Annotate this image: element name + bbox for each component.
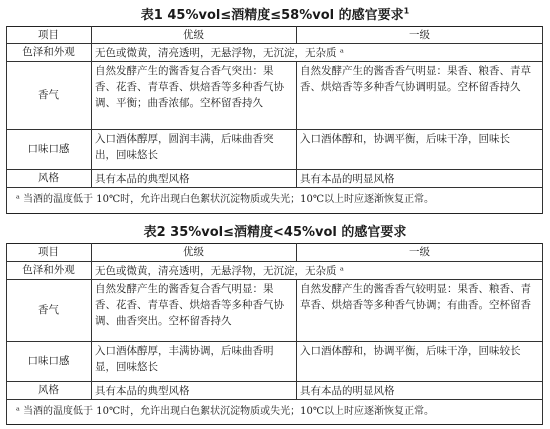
table2-row2-premium: 自然发酵产生的酱香复合香气明显：果香、花香、青草香、烘焙香等多种香气协调、曲香突出。空杯留香持久 [95,283,284,327]
table2-row2-item: 香气 [38,304,59,316]
table2-vrule [91,243,92,399]
table2-title: 表2 35%vol≤酒精度<45%vol 的感官要求 [143,225,407,240]
table-row [6,261,543,279]
table1-top-rule [6,26,543,27]
table2-row1-span: 无色或微黄，清亮透明，无悬浮物，无沉淀，无杂质 ᵃ [95,265,344,277]
table1-rule [6,61,543,62]
table2-row3-item: 口味口感 [27,355,70,367]
table2-vrule [6,243,7,425]
table1-title: 表1 45%vol≤酒精度≤58%vol 的感官要求$^1$ [140,6,410,23]
table1-vrule [296,61,297,187]
table1-header-item: 项目 [38,28,59,41]
table2-rule [6,381,543,382]
table2-rule [6,399,543,400]
table1-row4-first: 具有本品的明显风格 [300,173,395,185]
table1-row3-item: 口味口感 [27,143,70,155]
table1-vrule [542,26,543,214]
table2-row4-premium: 具有本品的典型风格 [95,385,190,397]
table1-vrule [6,187,7,214]
table2-footnote: ᵃ 当酒的温度低于 10℃时，允许出现白色絮状沉淀物质或失光；10℃以上时应逐渐恢复正常。 [16,406,435,417]
table1-rule [6,169,543,170]
table1-rule [6,187,543,188]
table1-row1-span: 无色或微黄，清亮透明，无悬浮物，无沉淀，无杂质 ᵃ [95,47,344,59]
table2-row4-first: 具有本品的明显风格 [300,385,395,397]
table1-row3-first: 入口酒体醇和，协调平衡，后味干净，回味长 [300,133,510,145]
table2-row3-first: 入口酒体醇和，协调平衡，后味干净，回味较长 [300,345,521,357]
table1-vrule [6,26,7,187]
table1-row1-item: 色泽和外观 [22,46,75,58]
table-row [6,43,543,61]
table2-rule [6,341,543,342]
table2-rule [6,279,543,280]
table1-row4-premium: 具有本品的典型风格 [95,173,190,185]
table-row [6,129,543,169]
table1-rule [6,43,543,44]
table2-vrule [542,243,543,425]
table2-row2-first: 自然发酵产生的酱香香气较明显：果香、粮香、青草香、烘焙香等多种香气协调；有曲香。空杯留香 [300,283,531,311]
table-row [6,61,543,129]
table2-header-first: 一级 [409,246,430,258]
table1-header-first: 一级 [409,28,430,41]
table1-row4-item: 风格 [38,172,59,184]
table1-header-row [6,26,543,43]
table1-vrule [296,26,297,43]
table1-row3-premium: 入口酒体醇厚，圆润丰满，后味曲香突出，回味悠长 [95,133,274,161]
table1-rule [6,129,543,130]
table1-row2-premium: 自然发酵产生的酱香复合香气突出：果香、花香、青草香、烘焙香等多种香气协调、平衡；曲香浓郁。空杯留香持久 [95,65,284,109]
table2-row3-premium: 入口酒体醇厚，丰满协调，后味曲香明显，回味悠长 [95,345,274,373]
table1-row2-item: 香气 [38,89,59,101]
table-row [6,169,543,187]
table2-header-item: 项目 [38,246,59,258]
table2-top-rule [6,243,543,244]
table2-header-row [6,243,543,261]
table2-rule [6,261,543,262]
table-row [6,341,543,381]
table-row [6,381,543,399]
table2-bottom-rule [6,424,543,425]
table2-vrule [296,279,297,399]
table1-vrule [91,26,92,187]
table2 [6,243,543,426]
table1 [6,26,543,214]
table1-bottom-rule [6,213,543,214]
table1-footnote: ᵃ 当酒的温度低于 10℃时，允许出现白色絮状沉淀物质或失光；10℃以上时应逐渐恢复正常。 [16,194,435,205]
table2-vrule [296,243,297,261]
table1-row2-first: 自然发酵产生的酱香香气明显：果香、粮香、青草香、烘焙香等多种香气协调明显。空杯留香持久 [300,65,531,93]
table2-row1-item: 色泽和外观 [22,264,75,276]
table2-row4-item: 风格 [38,384,59,396]
table1-header-premium: 优级 [183,28,204,41]
table2-header-premium: 优级 [183,246,204,258]
table-row [6,279,543,341]
